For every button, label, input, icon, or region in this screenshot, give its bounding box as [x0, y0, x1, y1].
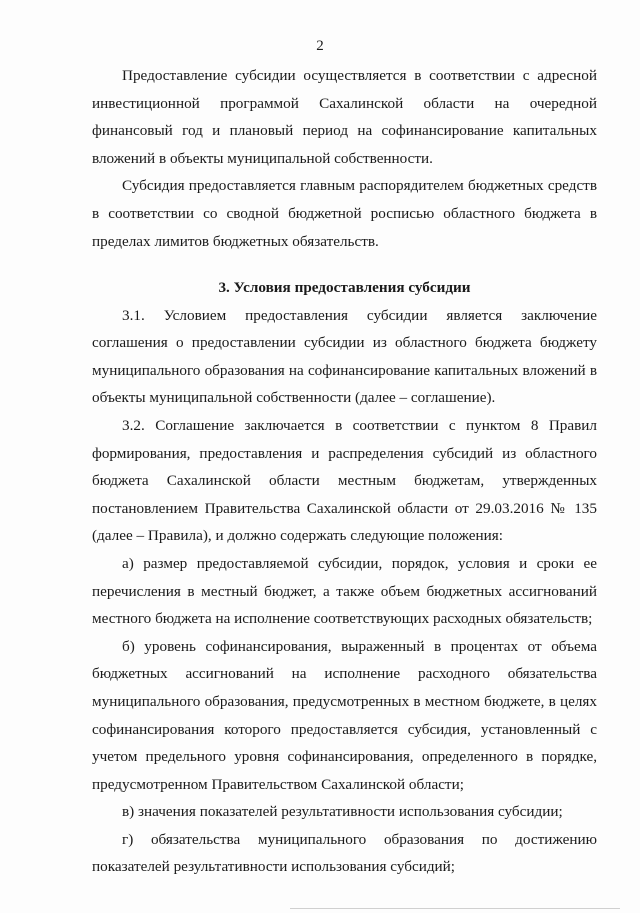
- paragraph-intro-2: Субсидия предоставляется главным распорядителем бюджетных средств в соответствии со сводной бюджетной росписью областного бюджета в пределах лимитов бюджетных обязательств.: [92, 177, 597, 250]
- list-item-a: а) размер предоставляемой субсидии, порядок, условия и сроки ее перечисления в местный бюджет, а также объем бюджетных ассигнований местного бюджета на исполнение соответствующих расходных обязательств;: [92, 554, 597, 628]
- paragraph-3-1: 3.1. Условием предоставления субсидии является заключение соглашения о предоставлении субсидии из областного бюджета бюджету муниципального образования на софинансирование капитальных вложений в объекты муниципальной собственности (далее – соглашение).: [92, 306, 597, 407]
- list-item-v: в) значения показателей результативности использования субсидии;: [122, 803, 563, 821]
- scan-edge-line: [290, 908, 620, 909]
- section-heading: 3. Условия предоставления субсидии: [218, 279, 471, 296]
- page-number: 2: [316, 38, 324, 54]
- paragraph-intro-1: Предоставление субсидии осуществляется в соответствии с адресной инвестиционной программой Сахалинской области на очередной финансовый год и плановый период на софинансирование капитальных вложений в объекты муниципальной собственности.: [92, 67, 597, 167]
- section-3: [92, 274, 597, 881]
- list-item-g: г) обязательства муниципального образования по достижению показателей результативности использования субсидий;: [92, 830, 597, 876]
- list-item-b: б) уровень софинансирования, выраженный в процентах от объема бюджетных ассигнований на исполнение расходного обязательства муниципального образования, предусмотренных в местном бюджете, в целях софинансирования которого предоставляется субсидия, установленный с учетом предельного уровня софинансирования, определенного в порядке, предусмотренном Правительством Сахалинской области;: [92, 637, 597, 793]
- paragraph-3-2: 3.2. Соглашение заключается в соответствии с пунктом 8 Правил формирования, предоставления и распределения субсидий из областного бюджета Сахалинской области местным бюджетам, утвержденных постановлением Правительства Сахалинской области от 29.03.2016 № 135 (далее – Правила), и должно содержать следующие положения:: [92, 416, 597, 545]
- intro-section: [92, 62, 597, 255]
